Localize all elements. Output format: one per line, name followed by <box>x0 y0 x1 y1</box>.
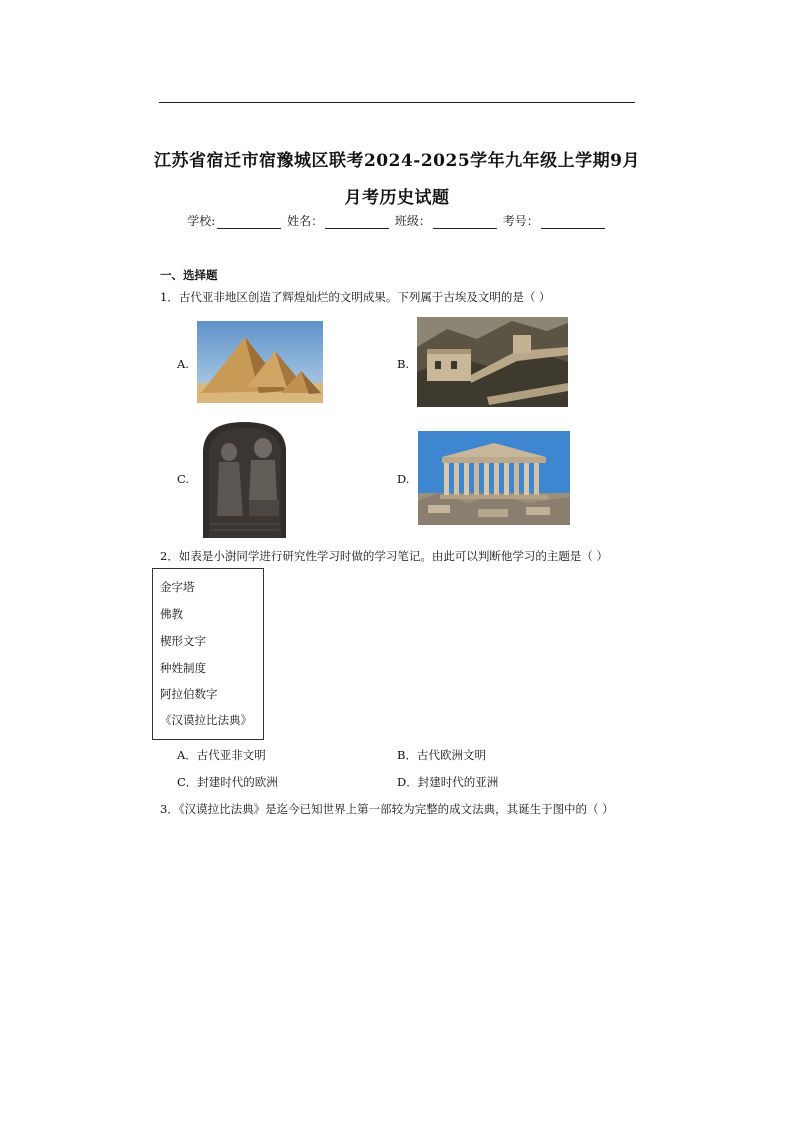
note-item: 佛教 <box>160 607 183 621</box>
school-label: 学校: <box>187 214 216 228</box>
school-blank <box>217 216 281 229</box>
q2-option-d: D．封建时代的亚洲 <box>397 775 499 789</box>
note-item: 金字塔 <box>160 580 195 594</box>
parthenon-image <box>418 431 570 525</box>
question-3-stem: 3．《汉谟拉比法典》是迄今已知世界上第一部较为完整的成文法典，其诞生于图中的（ ） <box>160 802 614 816</box>
number-blank <box>541 216 605 229</box>
great-wall-image <box>417 317 568 407</box>
q1-option-a-letter: A. <box>177 357 189 371</box>
q2-option-a: A．古代亚非文明 <box>177 748 266 762</box>
student-info-line <box>150 212 644 229</box>
q2-option-c: C．封建时代的欧洲 <box>177 775 278 789</box>
section-heading: 一、选择题 <box>160 268 218 282</box>
class-label: 班级： <box>394 214 431 228</box>
note-item: 《汉谟拉比法典》 <box>160 713 252 727</box>
q1-option-c-letter: C. <box>177 472 190 486</box>
q1-option-b-letter: B. <box>397 357 410 371</box>
question-2-stem: 2．如表是小澍同学进行研究性学习时做的学习笔记。由此可以判断他学习的主题是（ ） <box>160 549 608 563</box>
note-item: 阿拉伯数字 <box>160 687 218 701</box>
class-blank <box>433 216 497 229</box>
note-item: 楔形文字 <box>160 634 206 648</box>
pyramids-image <box>197 321 323 403</box>
study-notes-table <box>152 568 264 740</box>
question-1-stem: 1．古代亚非地区创造了辉煌灿烂的文明成果。下列属于古埃及文明的是（ ） <box>160 290 551 304</box>
exam-title-line1: 江苏省宿迁市宿豫城区联考2024-2025学年九年级上学期9月 <box>153 151 640 171</box>
exam-title-line2: 月考历史试题 <box>344 188 450 208</box>
note-item: 种姓制度 <box>160 661 206 675</box>
q2-option-b: B．古代欧洲文明 <box>397 748 486 762</box>
number-label: 考号： <box>502 214 539 228</box>
q1-option-d-letter: D. <box>397 472 410 486</box>
hammurabi-stele-image <box>197 420 292 538</box>
name-label: 姓名： <box>287 214 324 228</box>
top-rule <box>159 102 635 103</box>
name-blank <box>325 216 389 229</box>
